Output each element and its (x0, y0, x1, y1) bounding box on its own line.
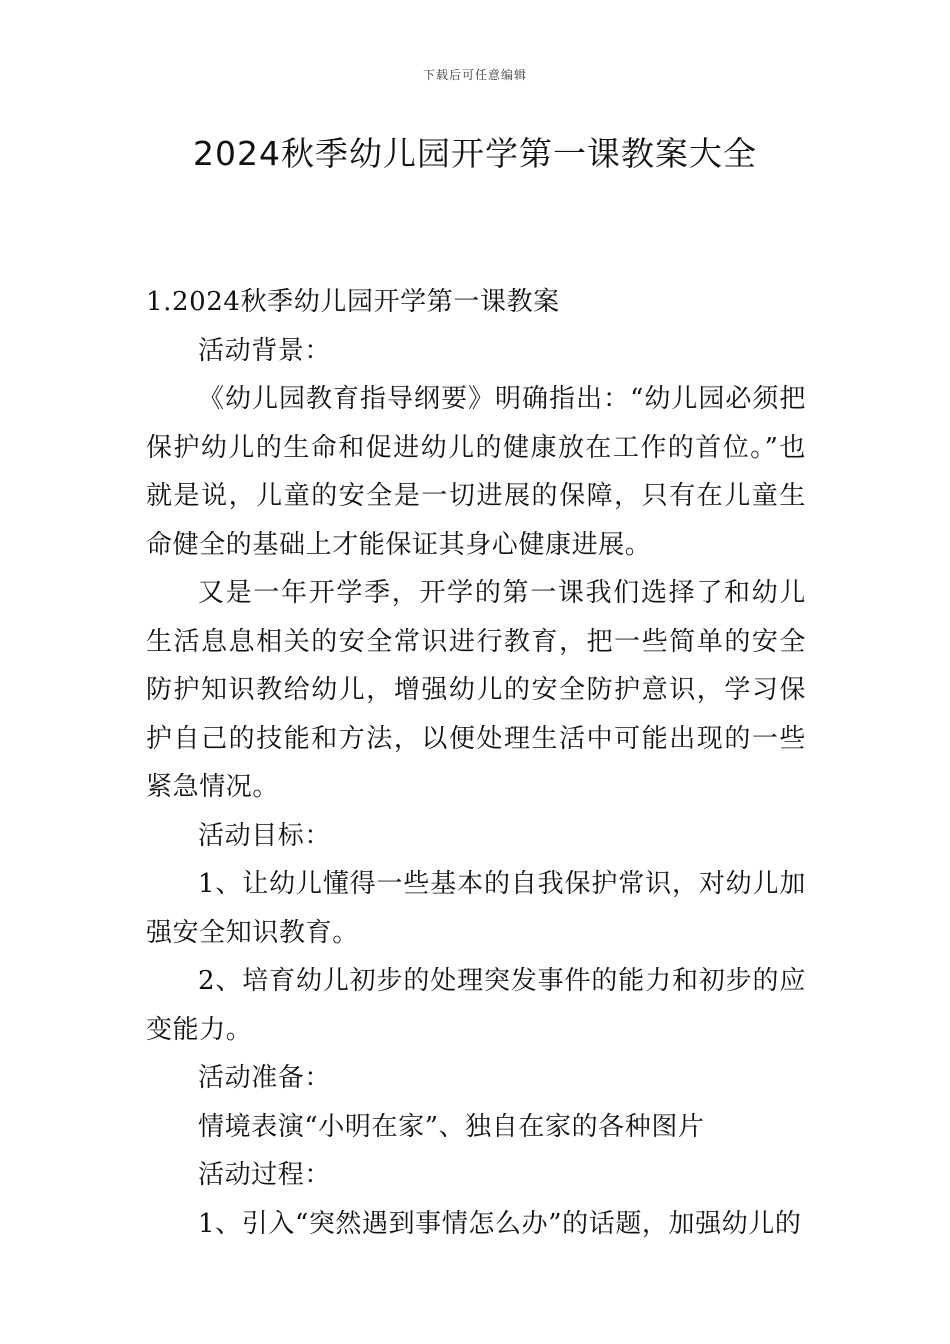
paragraph-goal-1: 1、让幼儿懂得一些基本的自我保护常识，对幼儿加强安全知识教育。 (146, 869, 806, 948)
paragraph-activity-process-label: 活动过程： (198, 1160, 332, 1190)
document-body (146, 278, 806, 1248)
paragraph-process-step-1: 1、引入“突然遇到事情怎么办”的话题，加强幼儿的 (198, 1208, 802, 1239)
paragraph-preparation-items: 情境表演“小明在家”、独自在家的各种图片 (198, 1111, 705, 1142)
header-note: 下载后可任意编辑 (422, 68, 527, 82)
paragraph-activity-preparation-label: 活动准备： (198, 1063, 332, 1093)
paragraph-new-semester: 又是一年开学季，开学的第一课我们选择了和幼儿生活息息相关的安全常识进行教育，把一些简单的安全防护知识教给幼儿，增强幼儿的安全防护意识，学习保护自己的技能和方法，以便处理生活中可能出现的一些紧急情况。 (146, 578, 806, 802)
paragraph-activity-goals-label: 活动目标： (198, 820, 332, 851)
paragraph-activity-background-label: 活动背景： (198, 335, 332, 366)
section-heading: 1.2024秋季幼儿园开学第一课教案 (146, 287, 560, 317)
paragraph-guideline-quote: 《幼儿园教育指导纲要》明确指出：“幼儿园必须把保护幼儿的生命和促进幼儿的健康放在工作的首位。”也就是说，儿童的安全是一切进展的保障，只有在儿童生命健全的基础上才能保证其身心健康进展。 (146, 384, 806, 560)
paragraph-goal-2: 2、培育幼儿初步的处理突发事件的能力和初步的应变能力。 (146, 966, 806, 1045)
document-title: 2024秋季幼儿园开学第一课教案大全 (193, 134, 757, 173)
